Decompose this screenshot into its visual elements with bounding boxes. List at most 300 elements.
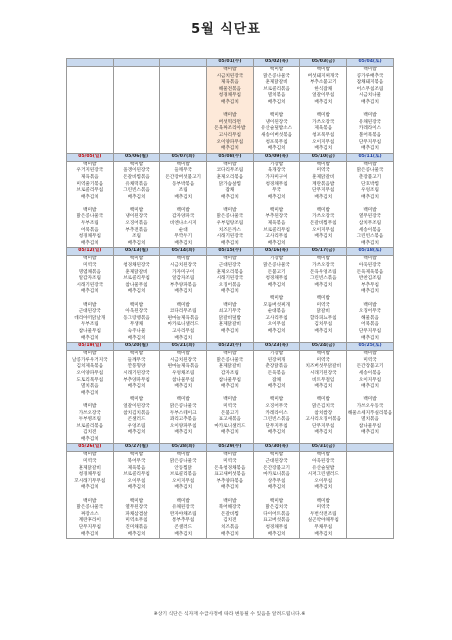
menu-item: 제육볶음 — [127, 465, 146, 471]
menu-item: 오이지무침 — [312, 227, 335, 233]
menu-item: 브로콜리무침 — [263, 227, 290, 233]
menu-item: 고사리무침 — [218, 132, 241, 138]
menu-item: 배추김치 — [314, 194, 333, 200]
menu-item: 배추김치 — [80, 194, 99, 200]
meal-cell — [67, 256, 114, 343]
date-cell: 05/30(목) — [253, 444, 300, 452]
menu-item: 배추김치 — [361, 240, 379, 246]
meal-cell — [300, 256, 347, 343]
meal-cell — [67, 452, 114, 539]
date-cell — [160, 59, 207, 67]
menu-item: 오징어볶음 — [218, 282, 241, 288]
menu-item: 순대볶음 — [267, 309, 286, 315]
menu-item: 깐풍형양 — [127, 364, 146, 370]
menu-item: 고사리무침 — [265, 234, 288, 240]
menu-item: 백미밥 — [223, 161, 237, 167]
menu-item: 훈제닭갈비 — [218, 364, 241, 370]
menu-item: 데리야끼닭날개 — [74, 315, 106, 321]
menu-item: 백미밥 — [269, 67, 284, 72]
meal-cell — [207, 256, 254, 343]
menu-item: 맑은콩나물국 — [216, 214, 244, 220]
menu-item: 시래기된장국 — [76, 282, 104, 288]
menu-item: 멸치볶음 — [361, 417, 379, 423]
menu-item: 백미밥 — [223, 302, 237, 308]
date-cell: 05/31(금) — [300, 444, 347, 452]
menu-item: 청경채된장국 — [123, 263, 150, 269]
meal-cell — [207, 161, 254, 248]
menu-item: 감자양파국 — [172, 214, 195, 220]
menu-item: 백미밥 — [316, 452, 330, 458]
meal-cell — [160, 161, 207, 248]
menu-item — [67, 492, 113, 499]
menu-item: 브로콜리무침 — [76, 188, 104, 194]
date-cell: 05/07(화) — [160, 153, 207, 161]
menu-item: 무채무침 — [314, 525, 333, 530]
date-cell: 05/01(수) — [207, 59, 254, 67]
menu-item — [347, 296, 393, 303]
menu-item: 가쓰오장국 — [78, 410, 101, 416]
menu-item: 우엉조림 — [127, 423, 146, 429]
menu-item: 배추김치 — [267, 282, 286, 288]
menu-item: 배추김치 — [127, 240, 146, 246]
menu-item: 삼치무조림 — [358, 221, 382, 227]
menu-item: 백미밥 — [363, 161, 377, 167]
menu-item: 세송이볶음 — [358, 370, 382, 376]
meal-cell — [113, 161, 160, 248]
menu-item: 냉이된장국 — [265, 119, 288, 125]
menu-item: 잡채 — [272, 377, 282, 383]
menu-item: 청경채무침 — [265, 525, 288, 530]
menu-item: 닭갈비 — [316, 309, 330, 315]
menu-item: 백미밥 — [83, 498, 97, 504]
menu-item: 오이양파무침 — [169, 423, 197, 429]
menu-item: 가쓰오장국 — [312, 214, 335, 220]
menu-item: 미역국 — [316, 505, 330, 511]
menu-item: 들깨무국 — [127, 357, 146, 363]
menu-item: 그린빈스볶음 — [263, 417, 290, 423]
menu-item: 배추김치 — [80, 436, 99, 442]
menu-item: 세송이볶음 — [358, 227, 382, 233]
menu-item: 코다리무조림 — [169, 309, 197, 315]
menu-item: 김치무침 — [314, 322, 333, 328]
menu-item: 오이지무침 — [172, 478, 195, 484]
menu-item: 단무지무침 — [312, 188, 335, 194]
menu-item: 시래기된장국 — [309, 370, 337, 376]
menu-item: 배추김치 — [80, 531, 99, 537]
menu-item: 한식잡채 — [314, 86, 333, 92]
date-cell: 05/22(수) — [207, 343, 254, 351]
menu-item: 무국 — [272, 188, 282, 194]
menu-item: 백미밥 — [129, 302, 144, 308]
menu-item — [67, 201, 113, 208]
date-cell — [67, 59, 114, 67]
date-row — [67, 59, 394, 67]
menu-item: 백미밥 — [363, 302, 377, 308]
menu-item: 백미밥 — [269, 397, 284, 403]
menu-item: 쇠고기무국 — [218, 309, 241, 315]
menu-item: 맑은콩나물국 — [216, 357, 244, 363]
menu-item: 기장밥 — [269, 161, 284, 167]
menu-item: 배추김치 — [127, 485, 146, 491]
menu-item: 알감자조림 — [172, 276, 195, 282]
menu-item: 오이지무침 — [312, 139, 335, 145]
menu-item: 돈갈비찜 — [221, 511, 239, 517]
menu-item: 백미밥 — [223, 207, 237, 213]
menu-item: 청경채무침 — [265, 276, 288, 282]
menu-item: 돈갈비찜무침 — [309, 221, 337, 227]
menu-item — [347, 201, 393, 208]
menu-item: 오이무침 — [267, 322, 286, 328]
date-cell: 05/10(금) — [300, 153, 347, 161]
menu-item — [160, 492, 206, 499]
menu-item: 멸치볶음 — [267, 93, 286, 99]
menu-item: 단호박찜 — [361, 181, 379, 187]
menu-item: 백미밥 — [223, 397, 237, 403]
menu-item: 우부덤탕조림 — [216, 221, 244, 227]
menu-item: 멸치볶음 — [80, 384, 99, 390]
menu-item: 배추김치 — [314, 328, 333, 334]
menu-item: 배추김치 — [314, 282, 333, 288]
menu-item — [300, 289, 346, 296]
menu-item: 오징어무국 — [265, 403, 288, 409]
menu-item: 시금치된장국 — [216, 73, 244, 79]
menu-item: 근대된장국 — [78, 309, 101, 315]
menu-item: 오이지무침 — [358, 377, 382, 383]
menu-item: 배추김치 — [267, 99, 286, 105]
menu-item: 배추김치 — [127, 430, 146, 436]
menu-item: 청경채무침 — [78, 472, 101, 478]
meal-cell — [113, 351, 160, 444]
menu-item: 치즈버섯무닭갈비 — [305, 364, 342, 370]
menu-item: 도토리묵무침 — [76, 377, 104, 383]
menu-item: 참나물무침 — [172, 377, 195, 383]
menu-item: 무생채 — [129, 322, 144, 328]
menu-item: 배추김치 — [127, 384, 146, 390]
menu-item: 맑은콩나물국 — [263, 73, 290, 79]
menu-item — [114, 296, 160, 303]
date-cell: 05/19(일) — [67, 343, 114, 351]
menu-item: 마카로니샐러드 — [214, 423, 246, 429]
menu-item — [114, 492, 160, 499]
menu-item: 백미밥 — [316, 498, 330, 504]
menu-item: 백미밥 — [83, 302, 97, 308]
menu-item: 버섯떡라면 — [218, 119, 241, 125]
meal-cell — [347, 452, 394, 539]
date-cell: 05/26(일) — [67, 444, 114, 452]
menu-item: 우엉조림 — [361, 188, 379, 194]
meal-cell — [160, 256, 207, 343]
menu-item: 제육볶음 — [267, 221, 286, 227]
menu-item: 김치제육볶음 — [76, 364, 104, 370]
menu-item: 백미밥 — [223, 351, 237, 357]
menu-item: 돈갈비찜볶음 — [123, 174, 150, 180]
menu-item: 배추김치 — [127, 289, 146, 295]
menu-item: 근대된장국 — [218, 263, 241, 269]
menu-item: 돈육청경채볶음 — [214, 465, 246, 471]
menu-item: 맑은콩나물국 — [169, 459, 197, 465]
menu-item: 기장밥 — [269, 256, 284, 262]
menu-item: 배추김치 — [221, 531, 239, 537]
meal-cell — [67, 351, 114, 444]
menu-item: 날콩가루우거지국 — [72, 357, 108, 363]
menu-item: 모둠버섯찌개 — [263, 302, 290, 308]
menu-item: 미역줄기볶음 — [76, 181, 104, 187]
menu-item: 배추김치 — [174, 194, 193, 200]
menu-item: 아욱된장국 — [125, 309, 148, 315]
menu-item: 배추김치 — [361, 99, 379, 105]
menu-item: 그린빈스볶음 — [309, 276, 337, 282]
menu-item: 북어해장국 — [218, 505, 241, 511]
menu-item: 짜장소스 — [80, 511, 99, 517]
menu-item: 꼬시래기무무침 — [74, 478, 106, 484]
menu-item: 마카로니샐러드 — [167, 322, 199, 328]
menu-item: 계란볶음밥 — [312, 181, 335, 187]
menu-item: 얼갈이무침 — [312, 93, 335, 99]
menu-item: 돈간장버섯불고기 — [165, 174, 201, 180]
menu-item: 맑은콩나물국 — [76, 214, 104, 220]
menu-item: 참나물무침 — [358, 423, 382, 429]
menu-item: 통부추무침 — [172, 518, 195, 524]
menu-item: 단무지무침 — [265, 423, 288, 429]
menu-item: 닭가슴살찜 — [218, 181, 241, 187]
menu-item: 버섯돼지찌개국 — [307, 73, 339, 79]
menu-item: 미역국 — [83, 459, 97, 465]
menu-item: 육개장국 — [267, 168, 286, 174]
meal-cell — [253, 67, 300, 154]
menu-item: 배추김치 — [221, 485, 239, 491]
menu-item: 배추김치 — [174, 240, 193, 246]
menu-item: 들깨무국 — [174, 168, 193, 174]
menu-item: 백미밥 — [269, 207, 284, 213]
menu-item: 돈불고기 — [221, 410, 239, 416]
menu-item: 백미밥 — [316, 397, 330, 403]
meal-cell — [300, 351, 347, 444]
menu-item: 배추김치 — [127, 335, 146, 341]
menu-item: 배추김치 — [267, 430, 286, 436]
menu-item: 배추김치 — [174, 335, 193, 341]
menu-item: 훈제닭갈비 — [312, 174, 335, 180]
menu-item: 배추김치 — [314, 234, 333, 240]
menu-item: 가쓰오장국 — [312, 119, 335, 125]
menu-item: 배추김치 — [221, 328, 239, 334]
menu-item: 참치김치볶음 — [123, 410, 150, 416]
menu-item: 잡채 — [225, 188, 235, 194]
menu-item: 백미밥 — [316, 67, 330, 72]
menu-item: 청포묵무침 — [312, 132, 335, 138]
menu-item: 오징어볶음 — [125, 221, 148, 227]
menu-item: 시래기된장국 — [216, 234, 244, 240]
menu-item: 부추된장국 — [265, 214, 288, 220]
menu-item: 명엽채볶음 — [78, 269, 101, 275]
date-cell: 05/23(목) — [253, 343, 300, 351]
date-cell: 05/03(금) — [300, 59, 347, 67]
menu-item: 참나물무침 — [218, 377, 241, 383]
menu-item: 콘샐러드 — [127, 417, 146, 423]
menu-item: 배추김치 — [267, 240, 286, 246]
menu-item: 배추김치 — [221, 194, 239, 200]
menu-item: 백미밥 — [176, 452, 190, 458]
menu-item: 돈간장불고기 — [263, 465, 290, 471]
menu-item: 백미밥 — [316, 207, 330, 213]
menu-item: 백미밥 — [129, 498, 144, 504]
meal-cell — [300, 161, 347, 248]
menu-item: 배추김치 — [80, 390, 99, 396]
meal-cell — [160, 351, 207, 444]
meal-cell — [347, 161, 394, 248]
menu-item: 맑은콩나물국 — [76, 505, 104, 511]
menu-item — [114, 201, 160, 208]
menu-item: 된장찌개 — [267, 357, 286, 363]
menu-item: 백미밥 — [316, 351, 330, 357]
date-cell: 05/08(수) — [207, 153, 254, 161]
menu-item: 비트무절임 — [312, 377, 335, 383]
date-cell: 05/15(수) — [207, 248, 254, 256]
meal-cell — [300, 67, 347, 154]
meal-row — [67, 452, 394, 539]
menu-item: 맑은콩나물국 — [263, 263, 290, 269]
date-cell: 05/14(화) — [160, 248, 207, 256]
menu-item: 계란후라이 — [78, 518, 101, 524]
menu-item: 배추김치 — [267, 485, 286, 491]
menu-item: 해물전볶음 — [218, 86, 241, 92]
menu-item: 우거지된장국 — [76, 168, 104, 174]
menu-item: 무깍두기 — [174, 234, 193, 240]
menu-item: 배추김치 — [361, 384, 379, 390]
menu-item: 콩가루배추국 — [356, 73, 384, 79]
menu-item: 우엉채조림 — [172, 370, 195, 376]
menu-item: 어묵볶음 — [80, 227, 99, 233]
date-row — [67, 248, 394, 256]
meal-cell — [113, 67, 160, 154]
menu-item: 미역초무침 — [125, 518, 148, 524]
menu-item — [207, 296, 253, 303]
menu-item: 올갱이된장국 — [123, 168, 150, 174]
menu-item — [207, 492, 253, 499]
menu-item: 백미밥 — [176, 498, 190, 504]
menu-item: 백미밥 — [223, 67, 237, 72]
menu-item: 고사리무침 — [265, 315, 288, 321]
menu-item: 백미밥 — [176, 397, 190, 403]
menu-item — [300, 201, 346, 208]
menu-item — [67, 296, 113, 303]
menu-item: 가쓰오우동국 — [356, 403, 384, 409]
menu-item: 볼어묵볶음 — [358, 132, 382, 138]
menu-item: 백미밥 — [363, 397, 377, 403]
meal-row — [67, 161, 394, 248]
menu-item: 편마늘제육볶음 — [167, 364, 199, 370]
menu-item: 시저그린샐러드 — [307, 472, 339, 478]
menu-item: 백미밥 — [223, 256, 237, 262]
menu-item: 오이무침 — [127, 478, 146, 484]
menu-item: 잡채돼지볶음 — [356, 80, 384, 86]
menu-item: 백미밥 — [363, 113, 377, 119]
menu-item: 백미밥 — [223, 498, 237, 504]
menu-item: 제육볶음 — [80, 174, 99, 180]
menu-item: 참나물무침 — [78, 328, 101, 334]
menu-item: 김치전 — [83, 430, 97, 436]
menu-item: 미역국 — [223, 403, 237, 409]
menu-item: 배추김치 — [314, 99, 333, 105]
menu-item: 백미밥 — [316, 161, 330, 167]
meal-cell — [253, 161, 300, 248]
menu-item: 백미밥 — [223, 452, 237, 458]
menu-item: 배추김치 — [267, 531, 286, 537]
menu-item: 배추김치 — [314, 384, 333, 390]
menu-item: 배추김치 — [221, 99, 239, 105]
menu-item — [160, 296, 206, 303]
menu-item — [300, 492, 346, 499]
menu-item — [254, 201, 300, 208]
menu-item: 표고새볶음 — [218, 417, 241, 423]
date-cell: 05/16(목) — [253, 248, 300, 256]
menu-item: 배추김치 — [314, 146, 333, 152]
menu-item: 배추김치 — [361, 430, 379, 436]
date-cell: 05/25(토) — [347, 343, 394, 351]
menu-item: 오이양파무침 — [76, 370, 104, 376]
date-cell: 05/21(화) — [160, 343, 207, 351]
menu-item: 맑은콩나물국 — [169, 403, 197, 409]
menu-item: 미역국 — [316, 357, 330, 363]
menu-item: 두부병조림 — [78, 417, 101, 423]
menu-item: 단무지무침 — [358, 328, 382, 334]
menu-item: 김치전 — [223, 518, 237, 524]
menu-item: 시금치나물 — [358, 93, 382, 99]
menu-item: 냉이된장국 — [125, 214, 148, 220]
menu-item: 어스무침조림 — [356, 86, 384, 92]
menu-item: 시래기된장국 — [216, 276, 244, 282]
menu-item: 맑은김치국 — [265, 505, 288, 511]
menu-item: 어묵볶음 — [361, 322, 379, 328]
menu-item: 브로콜리볶음 — [169, 472, 197, 478]
menu-item: 배추김치 — [80, 335, 99, 341]
menu-item: 훈제닭갈비 — [265, 80, 288, 86]
date-cell: 05/09(목) — [253, 153, 300, 161]
menu-item: 아욱된장국 — [358, 263, 382, 269]
date-cell: 05/12(일) — [67, 248, 114, 256]
menu-item: 배추김치 — [361, 335, 379, 341]
date-cell: 05/24(금) — [300, 343, 347, 351]
meal-cell — [347, 351, 394, 444]
menu-item: 단무지무침 — [358, 139, 382, 145]
menu-item: 백미밥 — [83, 452, 97, 458]
menu-item: 두번삭전조림 — [309, 511, 337, 517]
menu-item: 백미밥 — [83, 351, 97, 357]
menu-item: 백미밥 — [269, 296, 284, 301]
menu-item: 코다리무조림 — [216, 168, 244, 174]
date-cell: 05/06(월) — [113, 153, 160, 161]
meal-cell — [160, 452, 207, 539]
meal-cell — [253, 351, 300, 444]
menu-item: 백미밥 — [269, 113, 284, 119]
menu-item: 배추김치 — [174, 531, 193, 537]
menu-item: 백미밥 — [269, 452, 284, 458]
date-cell — [347, 444, 394, 452]
menu-item: 백미밥 — [129, 207, 144, 213]
menu-item: 부추무침 — [361, 282, 379, 288]
menu-item: 기장밥 — [269, 351, 284, 357]
menu-item: 부추전볶음 — [125, 227, 148, 233]
menu-item: 유산슬덮밥소스 — [261, 126, 293, 132]
menu-item: 맑은콩나물국 — [356, 168, 384, 174]
meal-row — [67, 351, 394, 444]
menu-item: 가자미구이 — [265, 174, 288, 180]
menu-item: 백미밥 — [83, 403, 97, 409]
menu-item: 꽈리고추볶음 — [169, 417, 197, 423]
menu-item: 백미밥 — [316, 113, 330, 119]
menu-item: 배추김치 — [221, 430, 239, 436]
menu-item: 브로콜리볶음 — [263, 86, 290, 92]
menu-item — [160, 201, 206, 208]
